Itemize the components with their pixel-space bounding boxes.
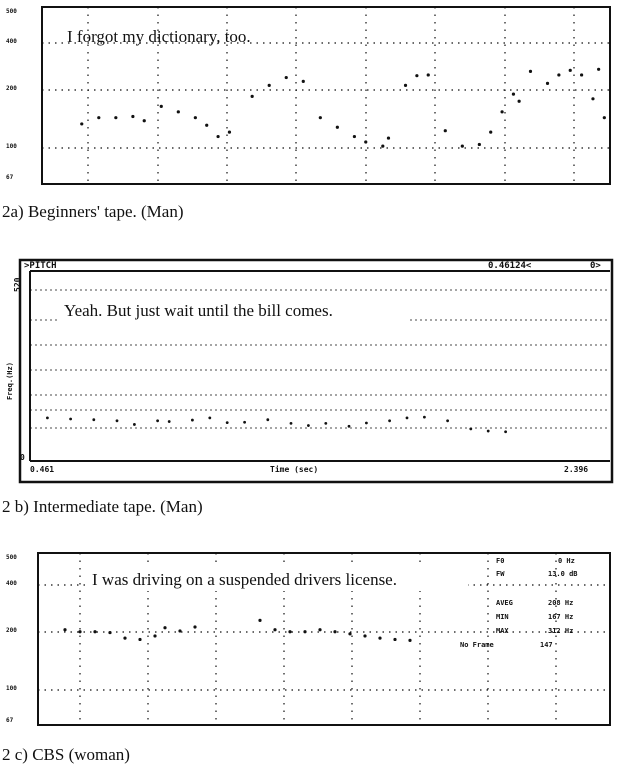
data-point <box>591 97 594 100</box>
data-point <box>97 116 100 119</box>
data-point <box>63 628 66 631</box>
data-point <box>324 422 327 425</box>
data-point <box>131 115 134 118</box>
title-b: >PITCH <box>24 261 57 271</box>
data-point <box>251 95 254 98</box>
readout-b: 0.46124< <box>488 261 532 271</box>
stats-block <box>460 557 578 649</box>
series-a <box>80 68 606 148</box>
data-point <box>216 135 219 138</box>
ytick-a-2: 200 <box>6 85 17 92</box>
stat-frames-value: 147 <box>540 641 553 649</box>
data-point <box>504 430 507 433</box>
stat-fw-value: 13.0 dB <box>548 570 578 578</box>
data-point <box>319 116 322 119</box>
phrase-b: Yeah. But just wait until the bill comes. <box>64 301 333 320</box>
data-point <box>168 420 171 423</box>
ytick-c-3: 100 <box>6 685 17 692</box>
data-point <box>133 423 136 426</box>
data-point <box>160 105 163 108</box>
data-point <box>388 419 391 422</box>
data-point <box>307 424 310 427</box>
data-point <box>268 84 271 87</box>
chart-panel-b <box>0 250 617 490</box>
data-point <box>156 419 159 422</box>
data-point <box>138 638 141 641</box>
stat-aveg-label: AVEG <box>496 599 513 607</box>
data-point <box>580 73 583 76</box>
ytick-a-3: 100 <box>6 143 17 150</box>
stat-f0-value: 0 Hz <box>558 557 575 565</box>
data-point <box>80 122 83 125</box>
data-point <box>393 638 396 641</box>
data-point <box>318 628 321 631</box>
data-point <box>93 630 96 633</box>
ymax-label-b: 520 <box>13 277 22 292</box>
data-point <box>116 419 119 422</box>
caption-b: 2 b) Intermediate tape. (Man) <box>2 497 203 516</box>
ytick-c-4: 67 <box>6 717 14 724</box>
chart-panel-c <box>0 545 617 735</box>
data-point <box>546 82 549 85</box>
data-point <box>489 131 492 134</box>
data-point <box>557 73 560 76</box>
data-point <box>333 630 336 633</box>
data-point <box>258 619 261 622</box>
data-point <box>114 116 117 119</box>
ytick-a-1: 400 <box>6 38 17 45</box>
data-point <box>226 421 229 424</box>
stat-max-label: MAX <box>496 627 509 635</box>
data-point <box>387 136 390 139</box>
caption-c: 2 c) CBS (woman) <box>2 745 130 764</box>
data-point <box>415 74 418 77</box>
stat-min-value: 167 Hz <box>548 613 574 621</box>
data-point <box>302 80 305 83</box>
chart-panel-a <box>0 0 617 200</box>
data-point <box>194 116 197 119</box>
data-point <box>423 416 426 419</box>
data-point <box>78 630 81 633</box>
data-point <box>92 418 95 421</box>
data-point <box>378 637 381 640</box>
phrase-a: I forgot my dictionary, too. <box>67 27 251 46</box>
data-point <box>603 116 606 119</box>
data-point <box>205 124 208 127</box>
data-point <box>69 418 72 421</box>
data-point <box>446 419 449 422</box>
data-point <box>487 430 490 433</box>
data-point <box>529 70 532 73</box>
ytick-c-1: 400 <box>6 580 17 587</box>
ytick-a-4: 67 <box>6 174 14 181</box>
data-point <box>123 637 126 640</box>
data-point <box>461 145 464 148</box>
data-point <box>500 110 503 113</box>
data-point <box>163 626 166 629</box>
data-point <box>153 634 156 637</box>
phrase-c: I was driving on a suspended drivers license. <box>92 570 397 589</box>
ytick-c-0: 500 <box>6 554 17 561</box>
data-point <box>469 427 472 430</box>
stat-f0-label: F0 <box>496 557 505 565</box>
data-point <box>518 100 521 103</box>
ylabel-b: Freq.(Hz) <box>6 362 14 400</box>
data-point <box>365 422 368 425</box>
stat-min-label: MIN <box>496 613 509 621</box>
ytick-c-2: 200 <box>6 627 17 634</box>
xlabel-b: Time (sec) <box>270 465 319 474</box>
series-b <box>46 416 507 433</box>
data-point <box>243 421 246 424</box>
data-point <box>228 131 231 134</box>
data-point <box>193 625 196 628</box>
data-point <box>348 425 351 428</box>
xmax-label-b: 2.396 <box>564 465 589 474</box>
data-point <box>108 631 111 634</box>
data-point <box>406 416 409 419</box>
data-point <box>303 630 306 633</box>
data-point <box>178 629 181 632</box>
data-point <box>46 416 49 419</box>
xmin-label-b: 0.461 <box>30 465 55 474</box>
data-point <box>143 119 146 122</box>
data-point <box>191 419 194 422</box>
data-point <box>364 140 367 143</box>
data-point <box>478 143 481 146</box>
data-point <box>348 632 351 635</box>
data-point <box>290 422 293 425</box>
data-point <box>569 69 572 72</box>
data-point <box>512 92 515 95</box>
data-point <box>427 73 430 76</box>
data-point <box>273 628 276 631</box>
caption-a: 2a) Beginners' tape. (Man) <box>2 202 184 221</box>
data-point <box>336 126 339 129</box>
data-point <box>444 129 447 132</box>
ymin-label-b: 0 <box>20 453 25 462</box>
ytick-a-0: 500 <box>6 8 17 15</box>
data-point <box>285 76 288 79</box>
data-point <box>288 630 291 633</box>
stat-aveg-value: 208 Hz <box>548 599 574 607</box>
stat-fw-label: FW <box>496 570 505 578</box>
data-point <box>597 68 600 71</box>
readout-right-b: 0> <box>590 261 601 271</box>
data-point <box>363 634 366 637</box>
data-point <box>208 416 211 419</box>
data-point <box>404 84 407 87</box>
series-c <box>63 619 411 642</box>
stat-frames-label: No Frame <box>460 641 494 649</box>
data-point <box>266 418 269 421</box>
stat-max-value: 312 Hz <box>548 627 574 635</box>
data-point <box>408 639 411 642</box>
data-point <box>353 135 356 138</box>
data-point <box>381 145 384 148</box>
data-point <box>177 110 180 113</box>
